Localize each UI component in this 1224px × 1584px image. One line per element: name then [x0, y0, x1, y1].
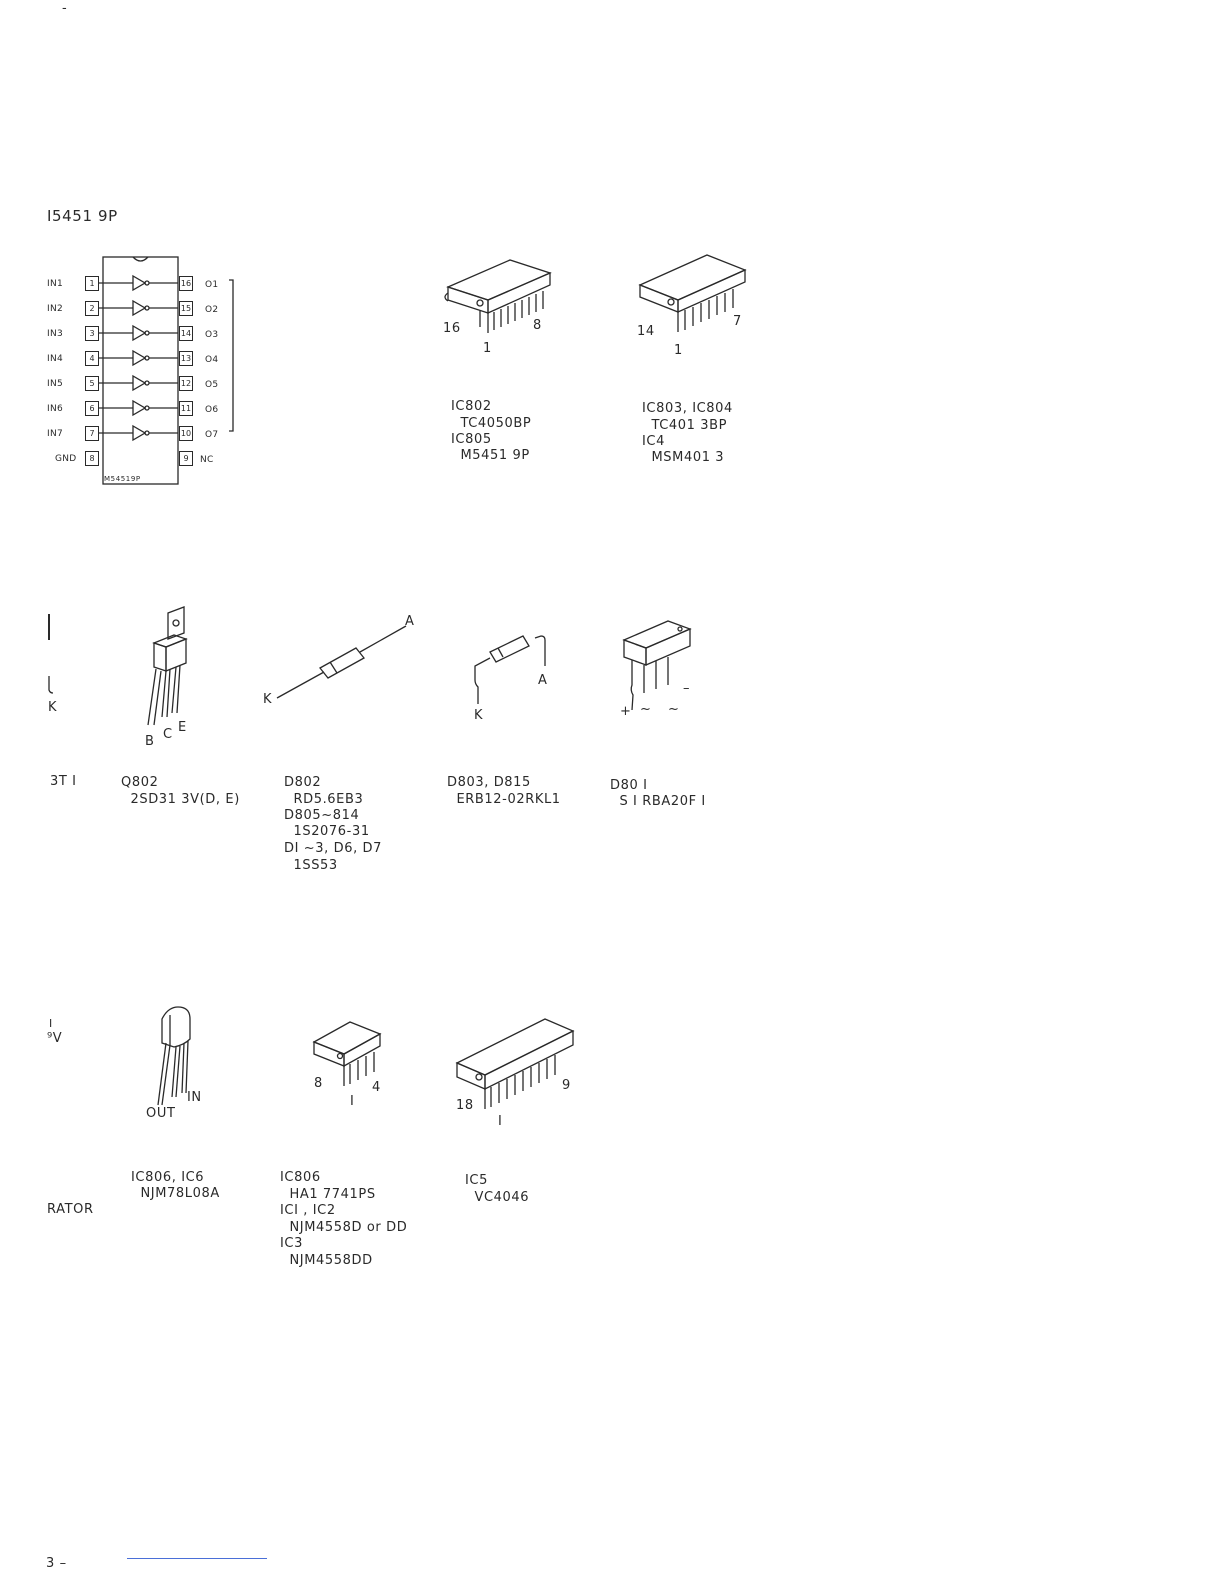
pin-number: 1 [85, 276, 99, 291]
pin-number: 16 [179, 276, 193, 291]
left-edge-k: K [48, 700, 58, 715]
caption-line: HA1 7741PS [280, 1187, 376, 1202]
left-edge-caption: RATOR [47, 1202, 94, 1217]
d803-illustration [465, 622, 555, 712]
caption-line: D805~814 [284, 808, 360, 823]
chip-label: M54519P [104, 475, 141, 483]
input-label: IN5 [47, 379, 64, 389]
caption-line: D80 I [610, 778, 648, 793]
output-label: O4 [205, 355, 219, 365]
ic18-pin-1: I [498, 1114, 503, 1129]
pin-number: 4 [85, 351, 99, 366]
d803-cathode: K [474, 708, 484, 723]
caption-line: VC4046 [465, 1190, 530, 1205]
d803-anode: A [538, 673, 548, 688]
ic18-pin-9: 9 [562, 1078, 571, 1093]
caption-line: 1S2076-31 [284, 824, 370, 839]
ic8-pin-8: 8 [314, 1076, 323, 1091]
caption-line: TC401 3BP [642, 418, 728, 433]
caption-line: M5451 9P [451, 448, 530, 463]
output-label: O5 [205, 380, 219, 390]
pin-number: 3 [85, 326, 99, 341]
left-edge-mark: I [49, 1017, 53, 1030]
pin-number: 2 [85, 301, 99, 316]
input-label: IN3 [47, 329, 64, 339]
left-edge-volt: ⁹V [47, 1031, 63, 1046]
caption-line: S I RBA20F I [610, 794, 706, 809]
regulator-out: OUT [146, 1106, 176, 1121]
caption-line: RD5.6EB3 [284, 792, 364, 807]
ic16-pin-8: 8 [533, 318, 542, 333]
input-label: IN6 [47, 404, 64, 414]
ic14-pin-7: 7 [733, 314, 742, 329]
buffer-gates [97, 276, 178, 440]
caption-line: IC806 [280, 1170, 321, 1185]
d801-minus: – [683, 681, 691, 696]
ic8-pin-4: 4 [372, 1080, 381, 1095]
d802-illustration [272, 620, 422, 710]
page-title: I5451 9P [47, 207, 118, 225]
caption-line: NJM4558D or DD [280, 1220, 408, 1235]
ic18-pin-18: 18 [456, 1098, 474, 1113]
pin-number: 14 [179, 326, 193, 341]
dip14-pins [678, 289, 733, 332]
d802-anode: A [405, 614, 415, 629]
caption-line: ERB12-02RKL1 [447, 792, 561, 807]
caption-line: 1SS53 [284, 858, 338, 873]
pin-number: 10 [179, 426, 193, 441]
gnd-label: GND [55, 454, 77, 464]
output-label: O3 [205, 330, 219, 340]
caption-line: IC802 [451, 399, 492, 414]
caption-line: MSM401 3 [642, 450, 725, 465]
caption-line: TC4050BP [451, 416, 532, 431]
pin-number: 8 [85, 451, 99, 466]
pin-number: 6 [85, 401, 99, 416]
d802-cathode: K [263, 692, 273, 707]
caption-line: Q802 [121, 775, 159, 790]
q802-illustration [140, 605, 200, 745]
q802-pin-e: E [178, 720, 187, 735]
caption-line: D802 [284, 775, 322, 790]
ic16-pin-1: 1 [483, 341, 492, 356]
input-label: IN4 [47, 354, 64, 364]
pin-number: 11 [179, 401, 193, 416]
ic14-pin-1: 1 [674, 343, 683, 358]
q802-pin-c: C [163, 727, 173, 742]
pinout-diagram [45, 255, 245, 490]
caption-line: NJM4558DD [280, 1253, 373, 1268]
caption-line: IC5 [465, 1173, 488, 1188]
output-label: O6 [205, 405, 219, 415]
caption-line: IC805 [451, 432, 492, 447]
output-label: O2 [205, 305, 219, 315]
footer-rule [127, 1558, 267, 1559]
caption-line: IC806, IC6 [131, 1170, 205, 1185]
caption-line: IC3 [280, 1236, 303, 1251]
pin-number: 5 [85, 376, 99, 391]
caption-line: D803, D815 [447, 775, 531, 790]
left-edge-caption: 3T I [50, 774, 77, 789]
nc-label: NC [200, 455, 214, 465]
pin-number: 9 [179, 451, 193, 466]
caption-line: IC4 [642, 434, 665, 449]
caption-line: DI ~3, D6, D7 [284, 841, 383, 856]
caption-line: IC803, IC804 [642, 401, 733, 416]
pin-number: 12 [179, 376, 193, 391]
output-label: O7 [205, 430, 219, 440]
regulator-in: IN [187, 1090, 202, 1105]
caption-line: NJM78L08A [131, 1186, 220, 1201]
input-label: IN2 [47, 304, 64, 314]
left-edge-stroke [46, 676, 56, 696]
page-number: 3 – [46, 1556, 67, 1571]
d801-plus: + [620, 704, 632, 719]
d801-ac1: ~ [640, 702, 652, 717]
pin-number: 15 [179, 301, 193, 316]
dip16-illustration [440, 255, 560, 355]
ic16-pin-16: 16 [443, 321, 461, 336]
ic8-pin-1: I [350, 1094, 355, 1109]
ic14-pin-14: 14 [637, 324, 655, 339]
input-label: IN7 [47, 429, 64, 439]
d801-ac2: ~ [668, 702, 680, 717]
input-label: IN1 [47, 279, 64, 289]
pin-number: 13 [179, 351, 193, 366]
caption-line: ICI , IC2 [280, 1203, 336, 1218]
pin-number: 7 [85, 426, 99, 441]
caption-line: 2SD31 3V(D, E) [121, 792, 240, 807]
corner-mark: - [62, 1, 68, 16]
dip18-pins [485, 1055, 555, 1109]
q802-pin-b: B [145, 734, 155, 749]
left-edge-bar [48, 614, 50, 640]
output-label: O1 [205, 280, 219, 290]
